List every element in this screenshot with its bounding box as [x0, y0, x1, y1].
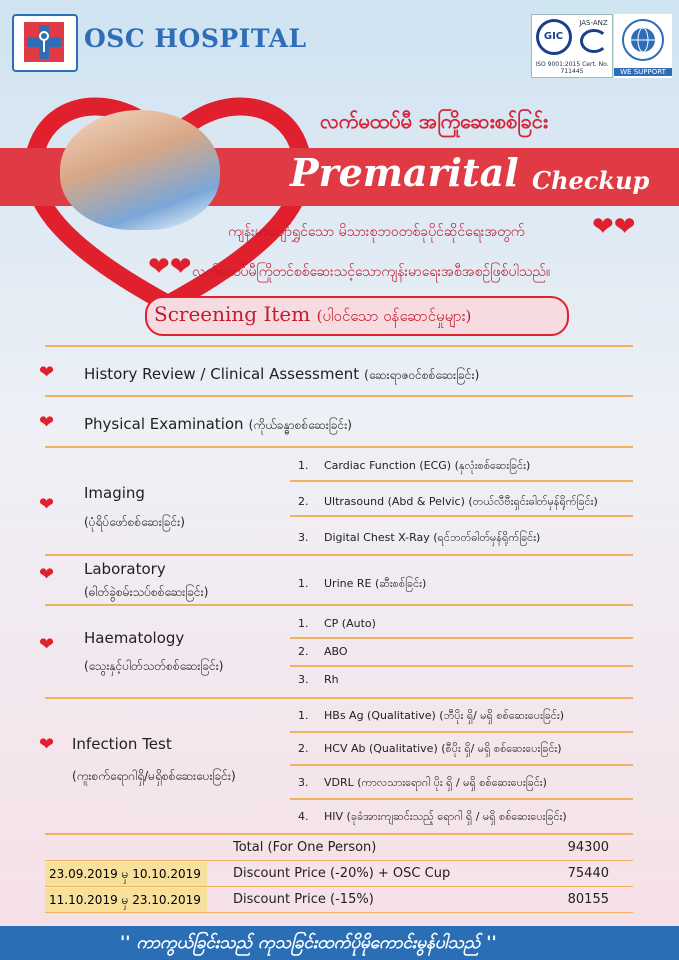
heart-bullet-icon: ❤ [39, 734, 55, 755]
globe-icon [614, 14, 672, 64]
laboratory-item: Urine RE (ဆီးစစ်ခြင်း) [324, 577, 427, 590]
row-laboratory-label: Laboratory [84, 560, 166, 578]
infection-item: HBs Ag (Qualitative) (ဘီပိုး ရှိ/ မရှိ စစ်ဆေးပေးခြင်း) [324, 709, 564, 722]
divider [45, 912, 633, 913]
divider [45, 833, 633, 835]
row-imaging-label: Imaging [84, 484, 145, 502]
item-number: 2. [298, 645, 309, 658]
heart-bullet-icon: ❤ [39, 412, 55, 433]
item-number: 1. [298, 617, 309, 630]
row-infection-sub: (ကူးစက်ရောဂါရှိ/မရှိစစ်ဆေးပေးခြင်း) [72, 769, 236, 783]
row-haematology-label: Haematology [84, 629, 185, 647]
global-compact-logo: WE SUPPORT [614, 14, 672, 78]
row-laboratory-sub: (ဓါတ်ခွဲစမ်းသပ်စစ်ဆေးခြင်း) [84, 585, 209, 599]
item-number: 2. [298, 742, 309, 755]
item-number: 1. [298, 577, 309, 590]
item-number: 3. [298, 776, 309, 789]
divider [45, 697, 633, 699]
hospital-cross-icon [24, 22, 64, 62]
haematology-item: CP (Auto) [324, 617, 376, 630]
heart-bullet-icon: ❤ [39, 362, 55, 383]
infection-item: HCV Ab (Qualitative) (စီပိုး ရှိ/ မရှိ စစ်ဆေးပေးခြင်း) [324, 742, 562, 755]
promo-date: 23.09.2019 မှ 10.10.2019 [45, 862, 207, 886]
price-row-total: Total (For One Person) 94300 [233, 840, 609, 855]
hearts-icon: ❤❤ [148, 252, 192, 282]
jas-anz-cert-icon: JAS-ANZ [579, 19, 609, 49]
title-myanmar: လက်မထပ်မီ အကြိုဆေးစစ်ခြင်း [320, 109, 548, 133]
divider [45, 345, 633, 347]
item-number: 3. [298, 531, 309, 544]
hospital-name: OSC HOSPITAL [84, 24, 307, 53]
infection-item: VDRL (ကာလသားရောဂါ ပိုး ရှိ / မရှိ စစ်ဆေးပေးခြင်း) [324, 776, 547, 789]
divider [290, 665, 633, 667]
row-history: History Review / Clinical Assessment (ဆေးရာဇဝင်စစ်ဆေးခြင်း) [84, 365, 480, 383]
row-infection-label: Infection Test [72, 735, 172, 753]
divider [45, 860, 633, 861]
item-number: 4. [298, 810, 309, 823]
haematology-item: Rh [324, 673, 339, 686]
item-number: 1. [298, 459, 309, 472]
title-premarital: Premarital [290, 150, 519, 195]
item-number: 2. [298, 495, 309, 508]
imaging-item: Digital Chest X-Ray (ရင်ဘတ်ဓါတ်မှန်ရိုက်ခြင်း) [324, 531, 541, 544]
row-imaging-sub: (ပုံရိပ်ဖော်စစ်ဆေးခြင်း) [84, 515, 185, 529]
intro-line-1: ကျန်းမာပျော်ရွှင်သော မိသားစုဘဝတစ်ခုပိုင်ဆိုင်ရေးအတွက် [228, 224, 525, 240]
divider [45, 604, 633, 606]
couple-photo [60, 110, 220, 230]
divider [290, 764, 633, 766]
item-number: 1. [298, 709, 309, 722]
haematology-item: ABO [324, 645, 348, 658]
title-checkup: Checkup [532, 166, 650, 195]
footer-slogan: '' ကာကွယ်ခြင်းသည် ကုသခြင်းထက်ပိုမိုကောင်းမွန်ပါသည် '' [120, 933, 497, 953]
divider [45, 446, 633, 448]
promo-date: 11.10.2019 မှ 23.10.2019 [45, 888, 207, 912]
price-row-promo2: 11.10.2019 မှ 23.10.2019 Discount Price (-15%) 80155 [45, 888, 633, 912]
row-physical: Physical Examination (ကိုယ်ခန္ဓာစစ်ဆေးခြင်း) [84, 415, 352, 433]
item-number: 3. [298, 673, 309, 686]
imaging-item: Cardiac Function (ECG) (နှလုံးစစ်ဆေးခြင်း) [324, 459, 531, 472]
hearts-icon: ❤❤ [592, 212, 636, 242]
divider [45, 554, 633, 556]
row-haematology-sub: (သွေးနှင့်ပါတ်သတ်စစ်ဆေးခြင်း) [84, 659, 224, 673]
divider [290, 515, 633, 517]
price-row-promo1: 23.09.2019 မှ 10.10.2019 Discount Price (-20%) + OSC Cup 75440 [45, 862, 633, 886]
infection-item: HIV (ခုခံအားကျဆင်းသည့် ရောဂါ ရှိ / မရှိ စစ်ဆေးပေးခြင်း) [324, 810, 567, 823]
divider [290, 798, 633, 800]
certification-badges: GIC JAS-ANZ ISO 9001:2015 Cert. No. 711445 [531, 14, 613, 78]
screening-heading: Screening Item (ပါဝင်သော ဝန်ဆောင်မှုများ) [154, 302, 472, 326]
divider [290, 480, 633, 482]
divider [290, 731, 633, 733]
gic-cert-icon: GIC [536, 19, 572, 55]
intro-line-2: လက်မထပ်မီကြိုတင်စစ်ဆေးသင့်သောကျန်းမာရေးအစီအစဥ်ဖြစ်ပါသည်။ [192, 264, 551, 280]
imaging-item: Ultrasound (Abd & Pelvic) (တယ်လီဗီးရှင်းဓါတ်မှန်ရိုက်ခြင်း) [324, 495, 598, 508]
divider [290, 637, 633, 639]
divider [45, 395, 633, 397]
heart-bullet-icon: ❤ [39, 494, 55, 515]
heart-bullet-icon: ❤ [39, 634, 55, 655]
heart-bullet-icon: ❤ [39, 564, 55, 585]
divider [45, 886, 633, 887]
